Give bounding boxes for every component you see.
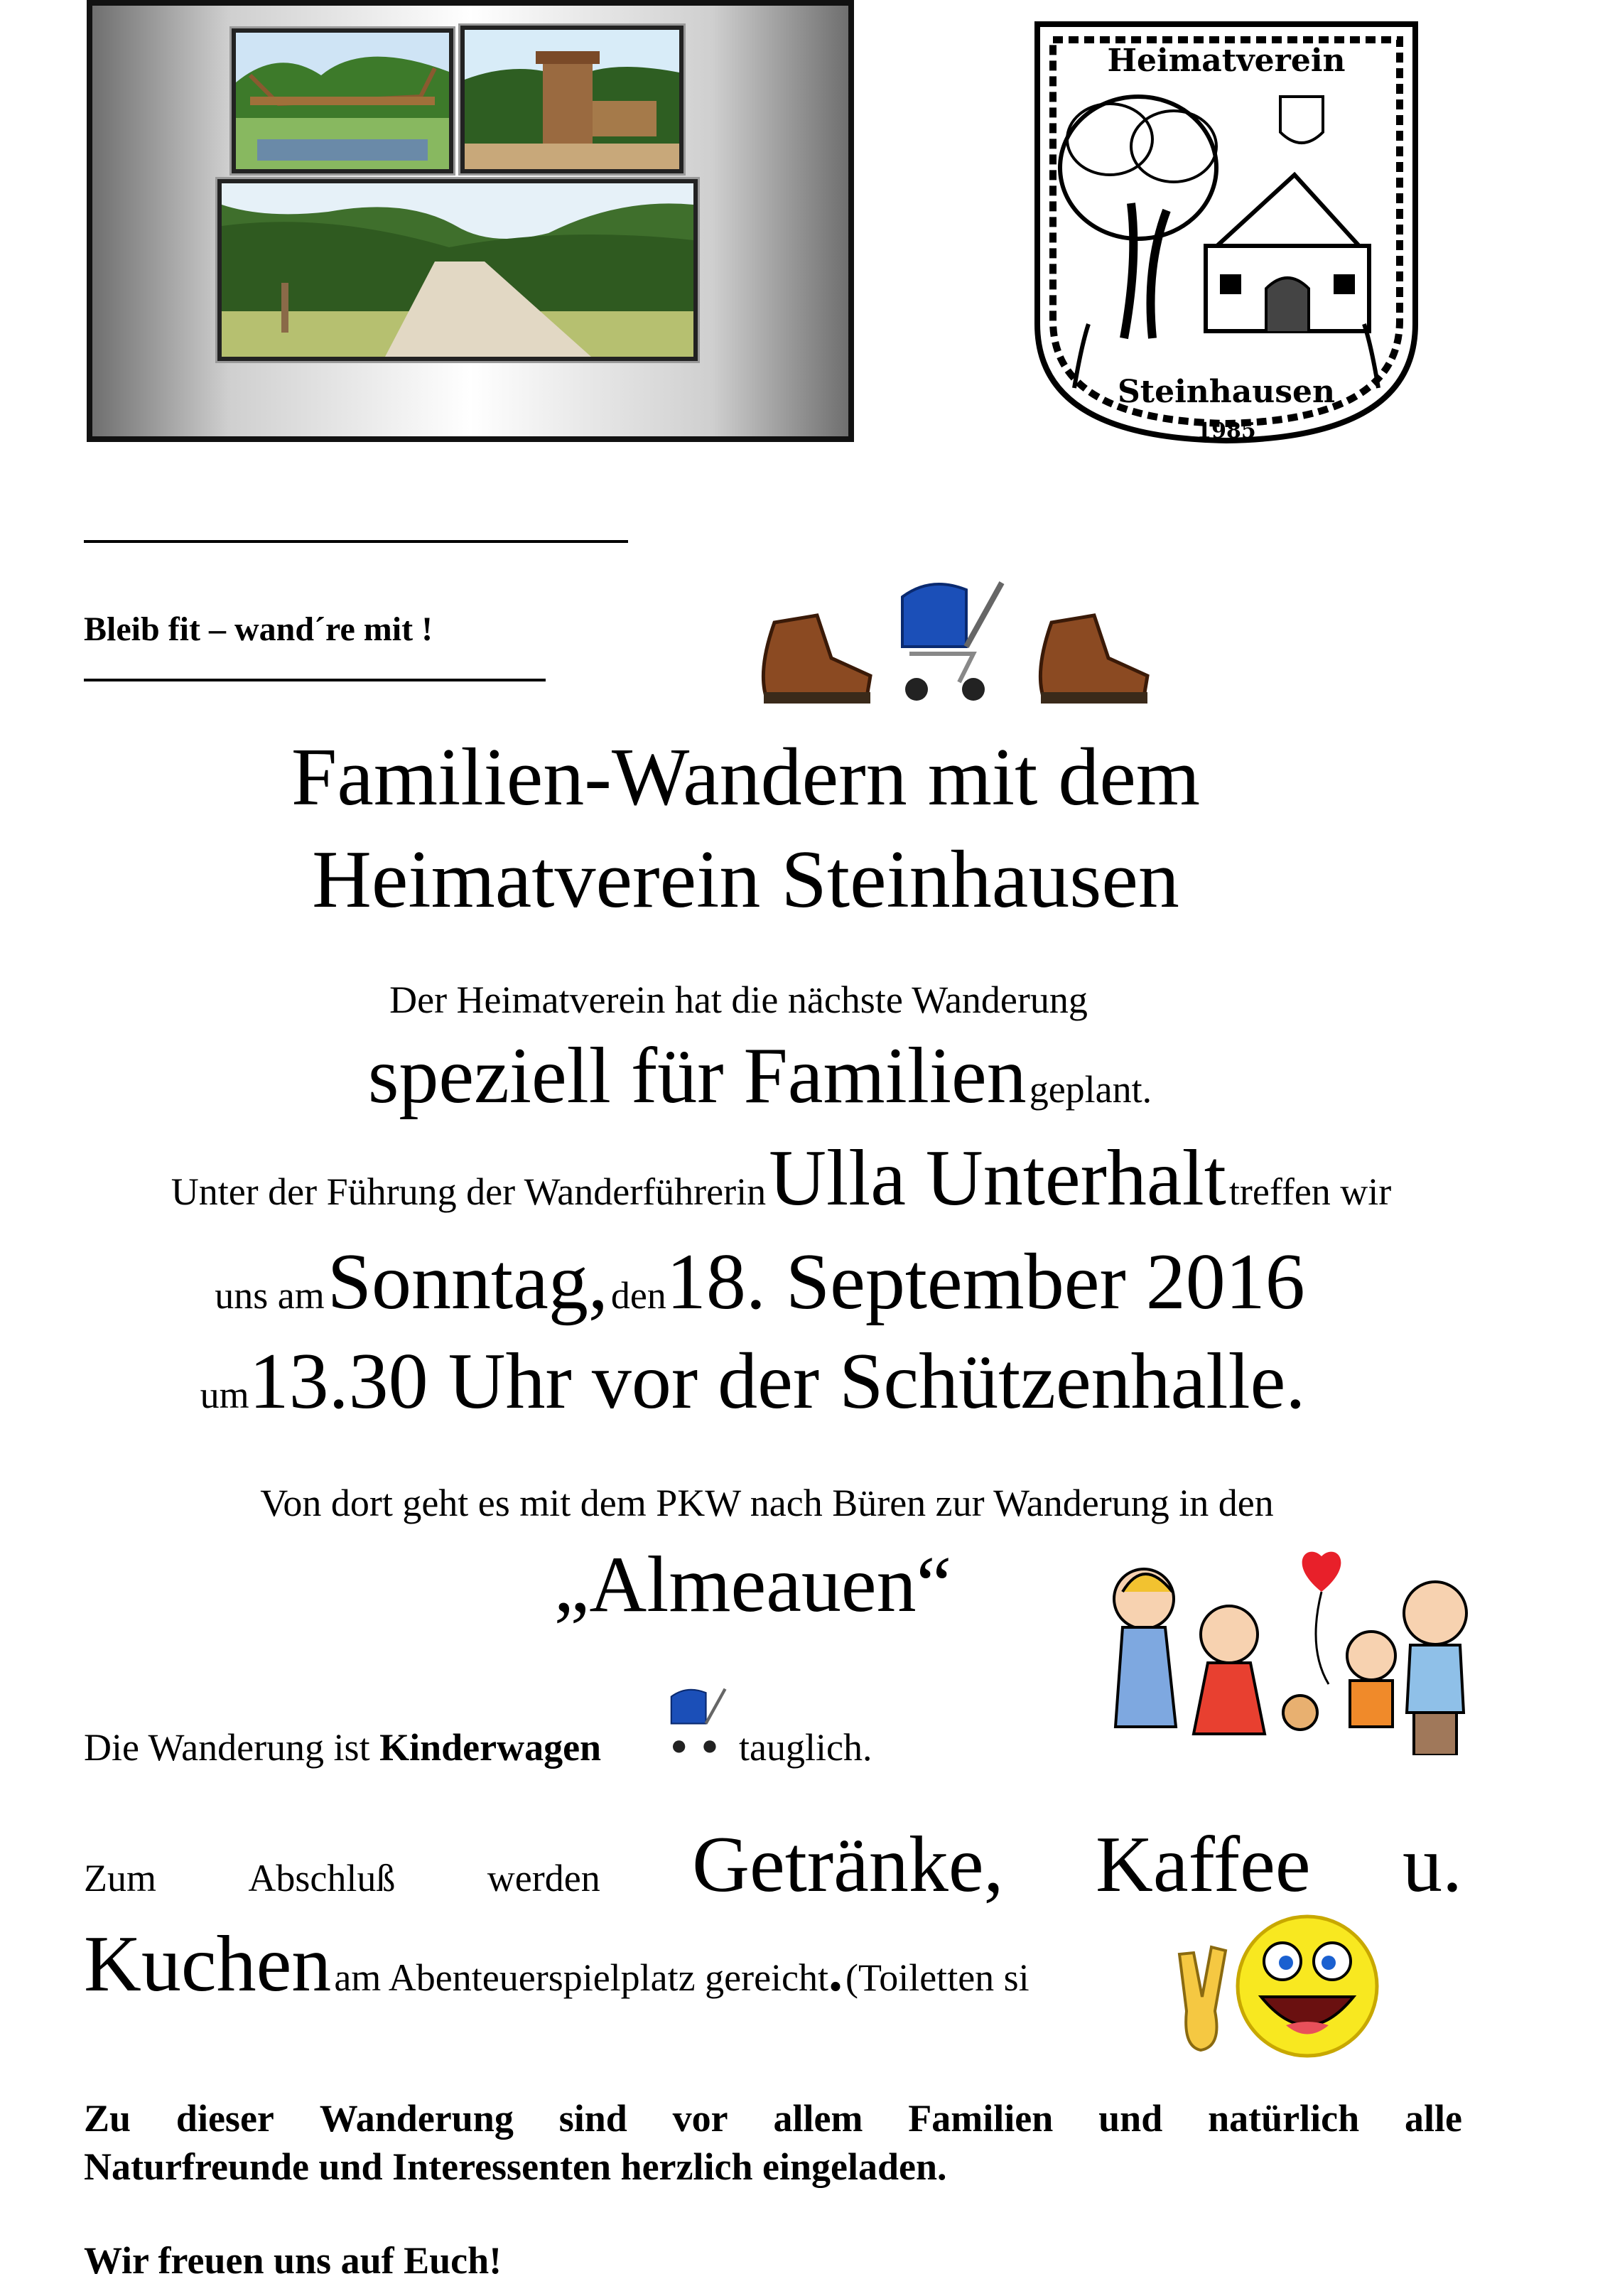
closing-line1 [84,1819,1462,1911]
closing-drinks: Getränke, [692,1821,1004,1909]
intro-special-families: speziell für Familien [367,1032,1027,1120]
closing-word-3: werden [487,1857,600,1899]
photo-forest-path [217,179,698,361]
event-time-place: 13.30 Uhr vor der Schützenhalle. [249,1337,1306,1425]
intro-line2 [0,1030,1562,1122]
closing-toilets: (Toiletten si [845,1956,1030,1999]
guide-name: Ulla Unterhalt [769,1134,1226,1222]
photo-play-tower [460,26,683,173]
invitation-line1 [84,2096,1462,2140]
farewell: Wir freuen uns auf Euch! [84,2239,502,2282]
baby-stroller-icon [664,1684,729,1755]
baby-stroller-icon [888,576,1009,704]
family-illustration [1094,1542,1478,1755]
closing-rest: am Abenteuerspielplatz gereicht [334,1956,829,1999]
intro-line4 [0,1236,1562,1328]
logo-bottom-text: Steinhausen [1117,374,1336,410]
stroller-text-a: Die Wanderung ist [84,1726,370,1769]
intro-line1: Der Heimatverein hat die nächste Wanderung [389,979,1088,1021]
photo-collage [87,0,854,442]
event-date: 18. September 2016 [666,1238,1305,1326]
invitation-line2: Naturfreunde und Interessenten herzlich eingeladen. [84,2145,947,2188]
intro-line5 [0,1336,1555,1428]
invitation-word: Familien [908,2097,1054,2140]
invitation-word: und [1098,2097,1163,2140]
invitation-word: sind [558,2097,627,2140]
invitation-word: alle [1405,2097,1462,2140]
invitation-word: vor [672,2097,728,2140]
heimatverein-logo [1032,18,1421,445]
invitation-word: allem [773,2097,863,2140]
stroller-text-bold: Kinderwagen [379,1726,602,1769]
guide-intro-text: Unter der Führung der Wanderführerin [171,1170,767,1213]
logo-top-text: Heimatverein [1107,43,1346,79]
stroller-line [84,1725,601,1769]
meet-us-text: uns am [215,1274,325,1317]
invitation-word: natürlich [1208,2097,1360,2140]
closing-and: u. [1402,1821,1462,1909]
hiking-boot-icon [1030,608,1151,708]
closing-dot: . [828,1941,843,2003]
closing-cake: Kuchen [84,1920,332,2008]
photo-suspension-bridge [232,28,453,173]
closing-word-2: Abschluß [248,1857,396,1899]
hiking-boot-icon [753,608,874,708]
event-weekday: Sonntag, [327,1238,608,1326]
route-destination: „Almeauen“ [553,1541,952,1629]
smiley-peace-icon [1172,1912,1385,2061]
route-line1: Von dort geht es mit dem PKW nach Büren zur Wanderung in den [260,1482,1274,1524]
meet-text: treffen wir [1228,1170,1392,1213]
closing-word-1: Zum [84,1857,156,1899]
headline-line1: Familien-Wandern mit dem [291,732,1201,823]
intro-line3 [0,1133,1584,1224]
headline-line2: Heimatverein Steinhausen [312,834,1179,925]
logo-year: 1985 [1196,419,1256,443]
divider-slogan [84,679,546,681]
intro-planned: geplant. [1029,1068,1152,1111]
slogan: Bleib fit – wand´re mit ! [84,610,433,648]
invitation-word: Zu [84,2097,131,2140]
divider-top [84,540,628,543]
the-text: den [610,1274,666,1317]
closing-coffee: Kaffee [1095,1821,1311,1909]
stroller-suitable: tauglich. [739,1726,872,1769]
invitation-word: Wanderung [319,2097,514,2140]
closing-line2 [84,1919,1157,2010]
at-text: um [200,1374,249,1416]
invitation-word: dieser [175,2097,274,2140]
